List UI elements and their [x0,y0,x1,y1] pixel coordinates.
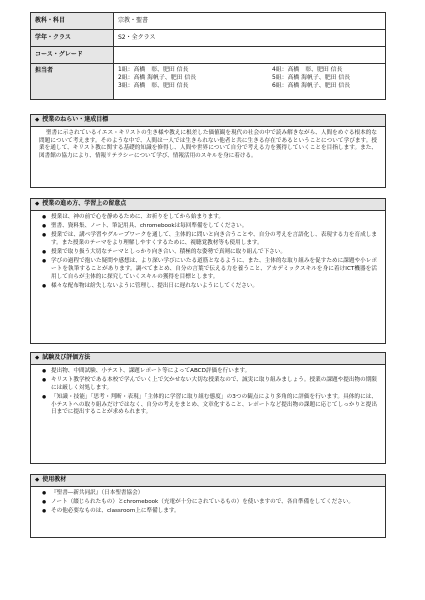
aims-body [31,127,385,165]
evaluation-section [30,352,386,464]
list-item: ● 聖書、資料集、ノート、筆記用具、chromebookは毎回準備をしてください。 [39,223,377,231]
evaluation-list [39,368,377,417]
list-item: ● 「知識・技能」「思考・判断・表現」「主体的に学習に取り組む態度」の3つの観点により多角的に評価を行います。具体的には、小テストへの取り組みだけではなく、自分の考えをまとめ、文章化すること、レポートなど提出物の課題に応じてしっかりと提出日までに提出することが求められます。 [39,394,377,417]
aims-section [30,114,386,188]
list-item: ● 様々な配布物は紛失しないように管理し、提出日に遅れないようにしてください。 [39,283,377,291]
materials-section [30,474,386,538]
method-body [31,211,385,296]
grade-value: S2・全クラス [114,30,386,47]
evaluation-header [31,353,385,365]
method-list [39,214,377,290]
subject-value: 宗教・聖書 [114,13,386,30]
list-item: ● 提出物、中間試験、小テスト、課題レポート等によってABCD評価を行います。 [39,368,377,376]
evaluation-body [31,365,385,422]
subject-row [31,13,386,30]
list-item: ● 授業は、神の前で心を静めるために、お祈りをしてから始まります。 [39,214,377,222]
diamond-bullet-icon: ◆ [35,354,40,361]
list-item: ● キリスト教学校である本校で学んでいく上で欠かせない大切な授業なので、誠実に取り組みましょう。授業の課題や提出物の期限には厳しく対処します。 [39,377,377,392]
list-item: ● 授業では、講ベ学習やグループワークを通して、主体的に問いと向き合うことや、自分の考えを言語化し、表現する力を育成します。また授業のテーマをより理解しやすくするために、視聴覚教材等も使用します。 [39,232,377,247]
diamond-bullet-icon: ◆ [35,476,40,483]
course-info-table [30,12,386,100]
list-item: ● 授業で取り扱う大切なテーマとしっかり向き合い、積極的な姿勢で真剣に取り組んで下さい。 [39,249,377,257]
list-item: ● その他必要なものは、classroom上に準備します。 [39,508,377,516]
teacher-class-3: 3組：高橋 彰、肥田 信長 [118,82,189,89]
aims-heading: 授業のねらい・達成目標 [42,116,109,124]
diamond-bullet-icon: ◆ [35,200,40,207]
course-row [31,47,386,64]
materials-header [31,475,385,487]
list-item: ● ノート（綴じられたもの）とchromebook（充電が十分にされているもの）を使いますので、各自準備をしてください。 [39,499,377,507]
materials-list [39,490,377,516]
grade-label: 学年・クラス [31,30,114,47]
method-header [31,199,385,211]
method-heading: 授業の進め方、学習上の留意点 [42,200,127,208]
evaluation-heading: 試験及び評価方法 [42,354,91,362]
teacher-list [118,67,381,90]
grade-row [31,30,386,47]
teacher-class-4: 4組：高橋 彰、肥田 信長 [272,67,343,73]
method-section [30,198,386,344]
list-item: ● 『聖書―新共同訳』（日本聖書協会） [39,490,377,498]
aims-text: 聖書に示されているイエス・キリストの生き様や教えに根差した価値観を現代の社会の中で読み解きながら、人間をめぐる根本的な問題について考えます。そのような中で、人間は一人では生きられない他者と共に生きる存在であるということについて学びます。授業を通して、キリスト教に関する基礎的知識を修得し、人間や世界について自分で考える力を獲得していくことを目指します。また、図書館の協力により、情報リテラシーについて学び、情報活用のスキルを身に着ける。 [39,130,377,160]
course-label: コース・グレード [31,47,114,64]
teacher-class-5: 5組：高橋 海帆子、肥田 信長 [272,74,351,81]
course-value [114,47,386,64]
teacher-cell [114,64,386,100]
subject-label: 教科・科目 [31,13,114,30]
materials-heading: 使用教材 [42,476,67,484]
teacher-class-1: 1組：高橋 彰、肥田 信長 [118,67,189,73]
list-item: ● 学びの過程で抱いた疑問や感想は、より深い学びにいたる道筋となるように、また、主体的な取り組みを促すために課題や小レポートを執筆することがあります。調べてまとめ、自分の言葉で伝える力を養うこと、アカデミックスキルを身に着けICT機器を活用して自らが主体的に探究していくスキルの獲得を目標とします。 [39,258,377,281]
aims-header [31,115,385,127]
diamond-bullet-icon: ◆ [35,116,40,123]
materials-body [31,487,385,521]
teacher-row [31,64,386,100]
teacher-label: 担当者 [31,64,114,100]
teacher-class-6: 6組：高橋 海帆子、肥田 信長 [272,82,351,89]
teacher-class-2: 2組：高橋 海帆子、肥田 信長 [118,74,197,81]
